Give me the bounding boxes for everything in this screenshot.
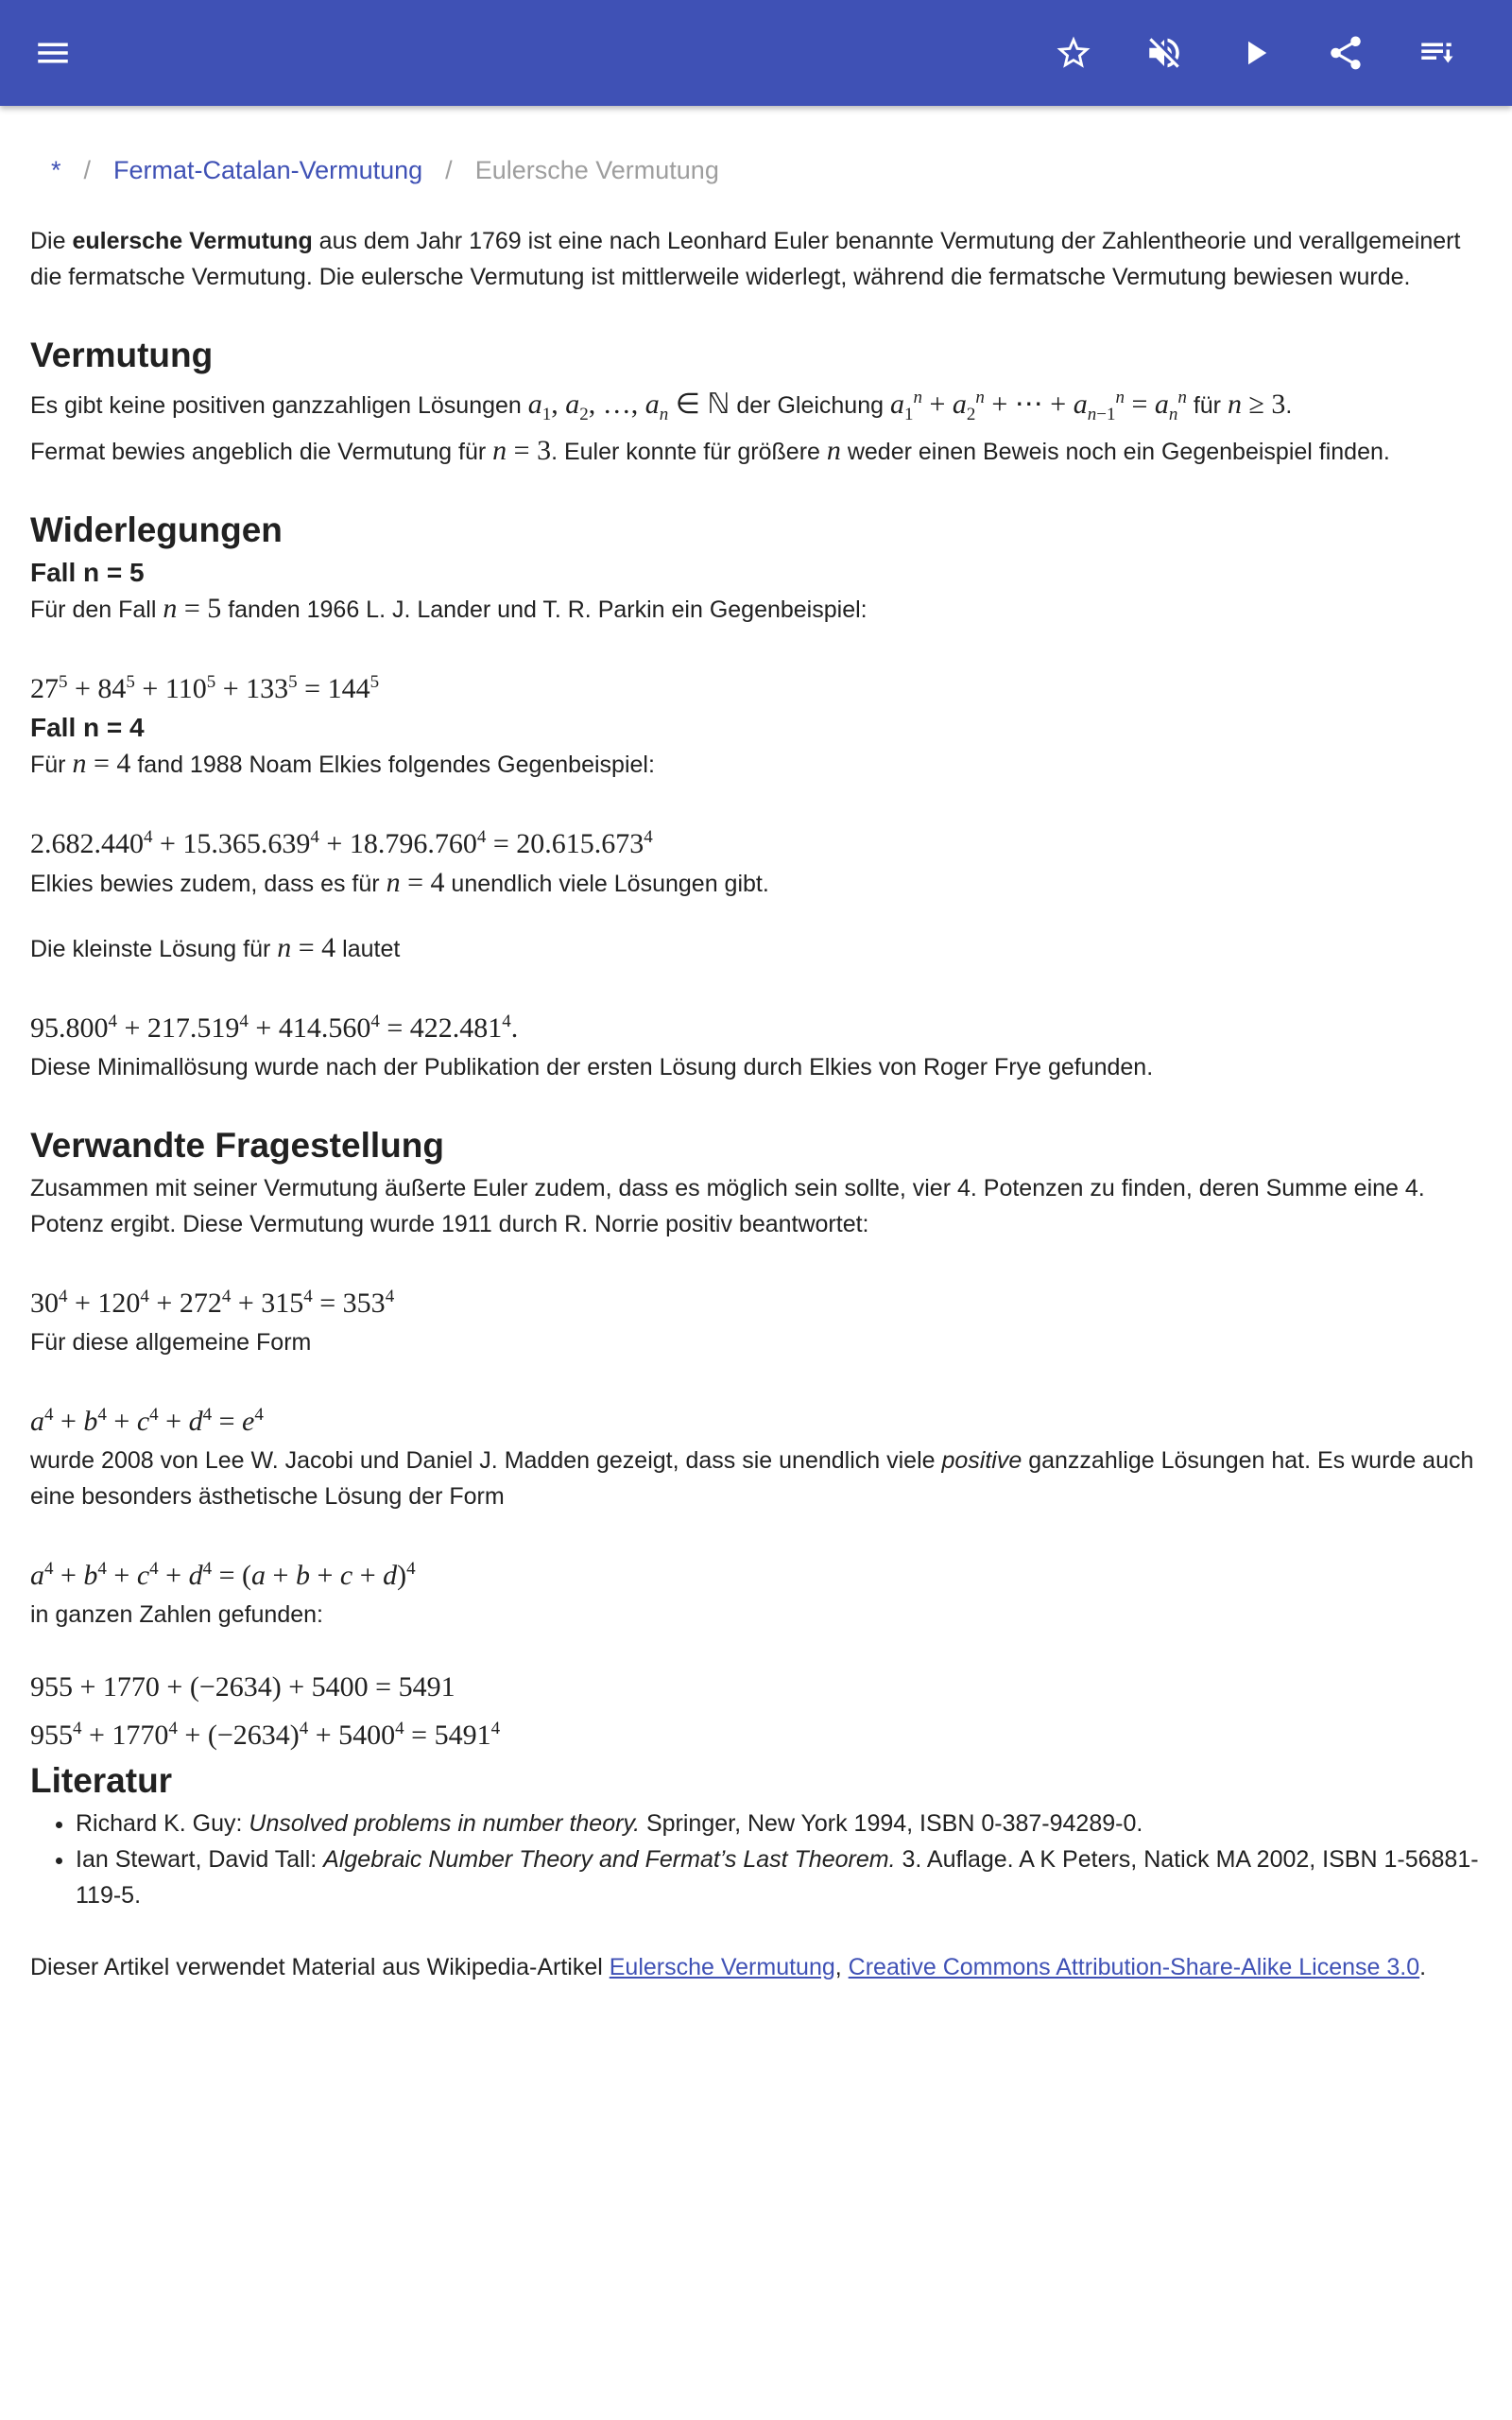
heading-case-5: Fall n = 5	[30, 558, 145, 587]
breadcrumb-separator: /	[445, 156, 453, 184]
breadcrumb-parent-link[interactable]: Fermat-Catalan-Vermutung	[113, 156, 423, 184]
heading-case-4: Fall n = 4	[30, 713, 145, 742]
list-item: • Ian Stewart, David Tall: Algebraic Number Theory and Fermat’s Last Theorem. 3. Auflage. A K Peters, Natick MA 2002, ISBN 1-56881-119-5.	[76, 1841, 1482, 1913]
conjecture-paragraph: Es gibt keine positiven ganzzahligen Lösungen $a_1$, $a_2$, …, $a_n$ ∈ ℕ der Gleichung $a_1^n + a_2^n$ + ⋯ + $a_{n-1}^n = a_n^n$ für n ≥ 3. Fermat bewies angeblich die Vermutung für n = 3. Euler konnte für größere n weder einen Beweis noch ein Gegenbeispiel finden.	[30, 388, 1390, 466]
license-link[interactable]: Creative Commons Attribution-Share-Alike License 3.0	[848, 1954, 1420, 1980]
frye-paragraph: Diese Minimallösung wurde nach der Publikation der ersten Lösung durch Elkies von Roger Frye gefunden.	[30, 1054, 1154, 1080]
app-toolbar	[0, 0, 1512, 106]
heading-literatur: Literatur	[30, 1761, 173, 1800]
volume-off-icon[interactable]	[1136, 25, 1193, 81]
menu-icon[interactable]	[25, 25, 81, 81]
literature-list	[30, 1806, 1482, 1913]
play-icon[interactable]	[1227, 25, 1283, 81]
case5-paragraph: Für den Fall n = 5 fanden 1966 L. J. Lander und T. R. Parkin ein Gegenbeispiel:	[30, 593, 868, 624]
breadcrumb	[51, 151, 1482, 189]
formula-sum-powers: $955^4 + 1770^4 + (-2634)^4 + 5400^4 = 5491^4$	[30, 1719, 501, 1751]
heading-widerlegungen: Widerlegungen	[30, 510, 283, 549]
intro-paragraph: Die eulersche Vermutung aus dem Jahr 1769 ist eine nach Leonhard Euler benannte Vermutung der Zahlentheorie und verallgemeinert die fermatsche Vermutung. Die eulersche Vermutung ist mittlerweile widerlegt, während die fermatsche Vermutung bewiesen wurde.	[30, 228, 1461, 290]
formula-elkies: $2.682.440^4 + 15.365.639^4 + 18.796.760^4 = 20.615.673^4$	[30, 827, 653, 859]
formula-aesthetic: $a^4 + b^4 + c^4 + d^4 = (a + b + c + d)^4$	[30, 1559, 416, 1591]
heading-vermutung: Vermutung	[30, 336, 214, 374]
breadcrumb-current: Eulersche Vermutung	[474, 156, 719, 184]
article	[30, 151, 1482, 1985]
integer-paragraph: in ganzen Zahlen gefunden:	[30, 1601, 323, 1628]
related-paragraph: Zusammen mit seiner Vermutung äußerte Euler zudem, dass es möglich sein sollte, vier 4. Potenzen zu finden, deren Summe eine 4. Potenz ergibt. Diese Vermutung wurde 1911 durch R. Norrie positiv beantwortet:	[30, 1175, 1425, 1237]
case4-paragraph: Für n = 4 fand 1988 Noam Elkies folgendes Gegenbeispiel:	[30, 748, 655, 779]
formula-frye: $95.800^4 + 217.519^4 + 414.560^4 = 422.481^4$.	[30, 1011, 519, 1044]
breadcrumb-separator: /	[83, 156, 92, 184]
formula-sum: 955 + 1770 + (−2634) + 5400 = 5491	[30, 1671, 455, 1703]
formula-general: $a^4 + b^4 + c^4 + d^4 = e^4$	[30, 1405, 264, 1437]
wikipedia-article-link[interactable]: Eulersche Vermutung	[609, 1954, 835, 1980]
playlist-icon[interactable]	[1408, 25, 1465, 81]
formula-norrie: $30^4 + 120^4 + 272^4 + 315^4 = 353^4$	[30, 1287, 395, 1319]
elkies-paragraph: Elkies bewies zudem, dass es für n = 4 unendlich viele Lösungen gibt.	[30, 867, 769, 898]
jacobi-madden-paragraph: wurde 2008 von Lee W. Jacobi und Daniel J. Madden gezeigt, dass sie unendlich viele positive ganzzahlige Lösungen hat. Es wurde auch eine besonders ästhetische Lösung der Form	[30, 1447, 1474, 1510]
share-icon[interactable]	[1317, 25, 1374, 81]
formula-equation: $a_1^n + a_2^n$ + ⋯ + $a_{n-1}^n = a_n^n$	[889, 388, 1187, 424]
breadcrumb-root-link[interactable]: *	[51, 156, 61, 184]
attribution-paragraph: Dieser Artikel verwendet Material aus Wikipedia-Artikel Eulersche Vermutung, Creative Commons Attribution-Share-Alike License 3.0.	[30, 1954, 1427, 1980]
star-icon[interactable]	[1045, 25, 1102, 81]
formula-lander-parkin: $27^5 + 84^5 + 110^5 + 133^5 = 144^5$	[30, 672, 380, 704]
heading-verwandte-fragestellung: Verwandte Fragestellung	[30, 1126, 444, 1165]
smallest-solution-paragraph: Die kleinste Lösung für n = 4 lautet	[30, 932, 401, 963]
general-form-paragraph: Für diese allgemeine Form	[30, 1329, 312, 1356]
formula-solutions: $a_1$, $a_2$, …, $a_n$ ∈ ℕ	[527, 389, 730, 424]
list-item: • Richard K. Guy: Unsolved problems in number theory. Springer, New York 1994, ISBN 0-387-94289-0.	[76, 1806, 1482, 1841]
